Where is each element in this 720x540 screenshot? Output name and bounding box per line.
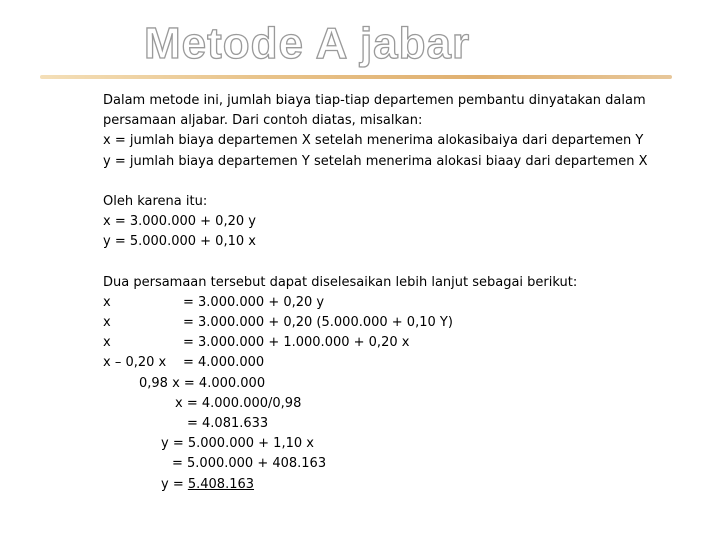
solution-step bbox=[103, 434, 647, 454]
solution-row-right: = 3.000.000 + 0,20 y bbox=[183, 294, 325, 310]
solution-step-text: x = 4.000.000/0,98 bbox=[175, 395, 302, 411]
solution-step bbox=[103, 454, 647, 474]
solution-step bbox=[103, 374, 647, 394]
solution-row-left: x bbox=[103, 294, 111, 310]
final-result-label: y = bbox=[161, 476, 188, 492]
solution-row bbox=[103, 353, 647, 373]
solution-step-text: y = 5.000.000 + 1,10 x bbox=[161, 436, 314, 452]
solution-row bbox=[103, 313, 647, 333]
definition-y: y = jumlah biaya departemen Y setelah menerima alokasi biaay dari departemen X bbox=[103, 153, 648, 169]
solution-final bbox=[103, 475, 647, 495]
final-result bbox=[161, 475, 254, 495]
solution-row bbox=[103, 333, 647, 353]
therefore-heading: Oleh karena itu: bbox=[103, 193, 208, 209]
equation-y: y = 5.000.000 + 0,10 x bbox=[103, 234, 256, 250]
intro-line-2: persamaan aljabar. Dari contoh diatas, misalkan: bbox=[103, 113, 423, 129]
spacer bbox=[103, 253, 647, 273]
solution-row-left: x bbox=[103, 335, 111, 351]
solution-step-text: = 5.000.000 + 408.163 bbox=[172, 456, 327, 472]
solution-step bbox=[103, 394, 647, 414]
definition-x: x = jumlah biaya departemen X setelah menerima alokasibaiya dari departemen Y bbox=[103, 133, 644, 149]
solution-row-left: x bbox=[103, 315, 111, 331]
final-result-value: 5.408.163 bbox=[187, 476, 255, 492]
solution-row-left: x – 0,20 x bbox=[103, 355, 167, 371]
solution-step-text: = 4.081.633 bbox=[187, 416, 269, 431]
page-title: Metode A jabar bbox=[144, 19, 471, 68]
solution-row bbox=[103, 293, 647, 313]
spacer bbox=[103, 172, 647, 192]
equation-x: x = 3.000.000 + 0,20 y bbox=[103, 214, 256, 230]
solution-step bbox=[103, 414, 647, 434]
intro-line-1: Dalam metode ini, jumlah biaya tiap-tiap departemen pembantu dinyatakan dalam bbox=[103, 93, 646, 108]
solution-step-text: 0,98 x = 4.000.000 bbox=[139, 375, 266, 391]
document-body bbox=[103, 91, 647, 495]
solution-row-right: = 3.000.000 + 1.000.000 + 0,20 x bbox=[183, 335, 410, 351]
solution-heading: Dua persamaan tersebut dapat diselesaikan lebih lanjut sebagai berikut: bbox=[103, 274, 578, 290]
solution-row-right: = 3.000.000 + 0,20 (5.000.000 + 0,10 Y) bbox=[183, 315, 453, 331]
solution-row-right: = 4.000.000 bbox=[183, 355, 265, 371]
title-underline-divider bbox=[40, 75, 672, 79]
